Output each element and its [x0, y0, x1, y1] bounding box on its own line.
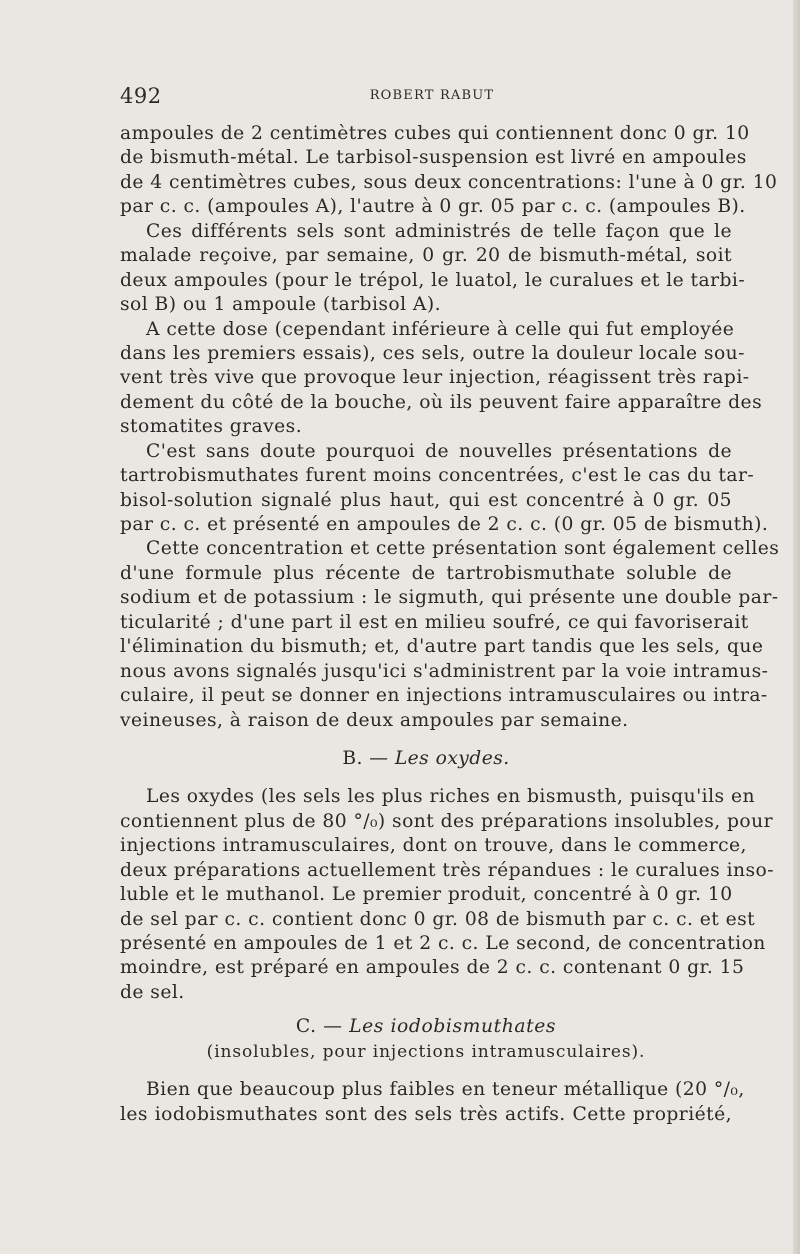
page-edge-shadow [793, 0, 800, 1254]
spacer [120, 733, 732, 747]
text-line: l'élimination du bismuth; et, d'autre part tandis que les sels, que [120, 636, 764, 658]
paragraph-4 [120, 440, 769, 538]
text-line: contiennent plus de 80 °/₀) sont des préparations insolubles, pour [120, 810, 773, 832]
text-line: Les oxydes (les sels les plus riches en bismusth, puisqu'ils en [146, 786, 755, 808]
text-line: Ces différents sels sont administrés de telle façon que le [146, 220, 732, 242]
section-heading-c [120, 1015, 732, 1039]
text-line: de bismuth-métal. Le tarbisol-suspension est livré en ampoules [120, 147, 747, 169]
text-line: présenté en ampoules de 1 et 2 c. c. Le second, de concentration [120, 933, 766, 954]
text-line: de sel. [120, 981, 185, 1003]
section-title: Les iodobismuthates [349, 1016, 557, 1038]
text-line: deux ampoules (pour le trépol, le luatol, le curalues et le tarbi- [120, 269, 746, 291]
paragraph-1 [120, 122, 778, 220]
text-line: C'est sans doute pourquoi de nouvelles présentations de [146, 440, 732, 462]
paragraph-7 [120, 1078, 745, 1127]
text-line: ticularité ; d'une part il est en milieu soufré, ce qui favoriserait [120, 611, 749, 633]
text-line: les iodobismuthates sont des sels très actifs. Cette propriété, [120, 1103, 732, 1125]
text-line: bisol-solution signalé plus haut, qui est concentré à 0 gr. 05 [120, 489, 732, 511]
text-line: ampoules de 2 centimètres cubes qui contiennent donc 0 gr. 10 [120, 123, 750, 144]
page-number: 492 [120, 84, 162, 108]
spacer [120, 1064, 732, 1078]
text-line: injections intramusculaires, dont on trouve, dans le commerce, [120, 835, 747, 857]
section-subtitle: (insolubles, pour injections intramusculaires). [206, 1041, 646, 1062]
spacer [120, 1005, 732, 1015]
text-line: par c. c. et présenté en ampoules de 2 c. c. (0 gr. 05 de bismuth). [120, 514, 769, 535]
section-heading-b [120, 747, 732, 771]
text-line: A cette dose (cependant inférieure à celle qui fut employée [146, 318, 735, 340]
text-line: tartrobismuthates furent moins concentrées, c'est le cas du tar- [120, 465, 755, 487]
section-title: Les oxydes. [394, 747, 510, 769]
text-line: d'une formule plus récente de tartrobismuthate soluble de [120, 562, 732, 584]
paragraph-6 [120, 785, 775, 1005]
section-letter: C. — [295, 1016, 343, 1038]
text-line: luble et le muthanol. Le premier produit, concentré à 0 gr. 10 [120, 884, 733, 906]
body-text [120, 122, 780, 1127]
text-line: malade reçoive, par semaine, 0 gr. 20 de bismuth-métal, soit [120, 245, 732, 267]
text-line: veineuses, à raison de deux ampoules par semaine. [120, 709, 629, 731]
text-line: vent très vive que provoque leur injection, réagissent très rapi- [120, 367, 750, 389]
text-line: sol B) ou 1 ampoule (tarbisol A). [120, 294, 442, 316]
text-line: de sel par c. c. contient donc 0 gr. 08 de bismuth par c. c. et est [120, 908, 756, 930]
text-line: de 4 centimètres cubes, sous deux concentrations: l'une à 0 gr. 10 [120, 171, 778, 193]
text-line: nous avons signalés jusqu'ici s'administrent par la voie intramus- [120, 660, 769, 682]
text-line: sodium et de potassium : le sigmuth, qui présente une double par- [120, 587, 779, 609]
text-line: culaire, il peut se donner en injections intramusculaires ou intra- [120, 685, 768, 707]
text-line: deux préparations actuellement très répandues : le curalues inso- [120, 859, 775, 881]
paragraph-5 [120, 537, 780, 733]
text-line: moindre, est préparé en ampoules de 2 c. c. contenant 0 gr. 15 [120, 957, 745, 979]
text-line: dans les premiers essais), ces sels, outre la douleur locale sou- [120, 342, 745, 364]
running-head [120, 84, 732, 110]
paragraph-2 [120, 220, 746, 318]
running-head-author: ROBERT RABUT [369, 88, 495, 103]
text-line: par c. c. (ampoules A), l'autre à 0 gr. 05 par c. c. (ampoules B). [120, 196, 746, 218]
spacer [120, 771, 732, 785]
text-line: stomatites graves. [120, 416, 303, 438]
text-line: Bien que beaucoup plus faibles en teneur métallique (20 °/₀, [146, 1079, 745, 1101]
text-line: dement du côté de la bouche, où ils peuvent faire apparaître des [120, 391, 763, 413]
section-letter: B. — [342, 747, 389, 769]
paragraph-3 [120, 318, 763, 440]
text-line: Cette concentration et cette présentation sont également celles [146, 538, 780, 560]
